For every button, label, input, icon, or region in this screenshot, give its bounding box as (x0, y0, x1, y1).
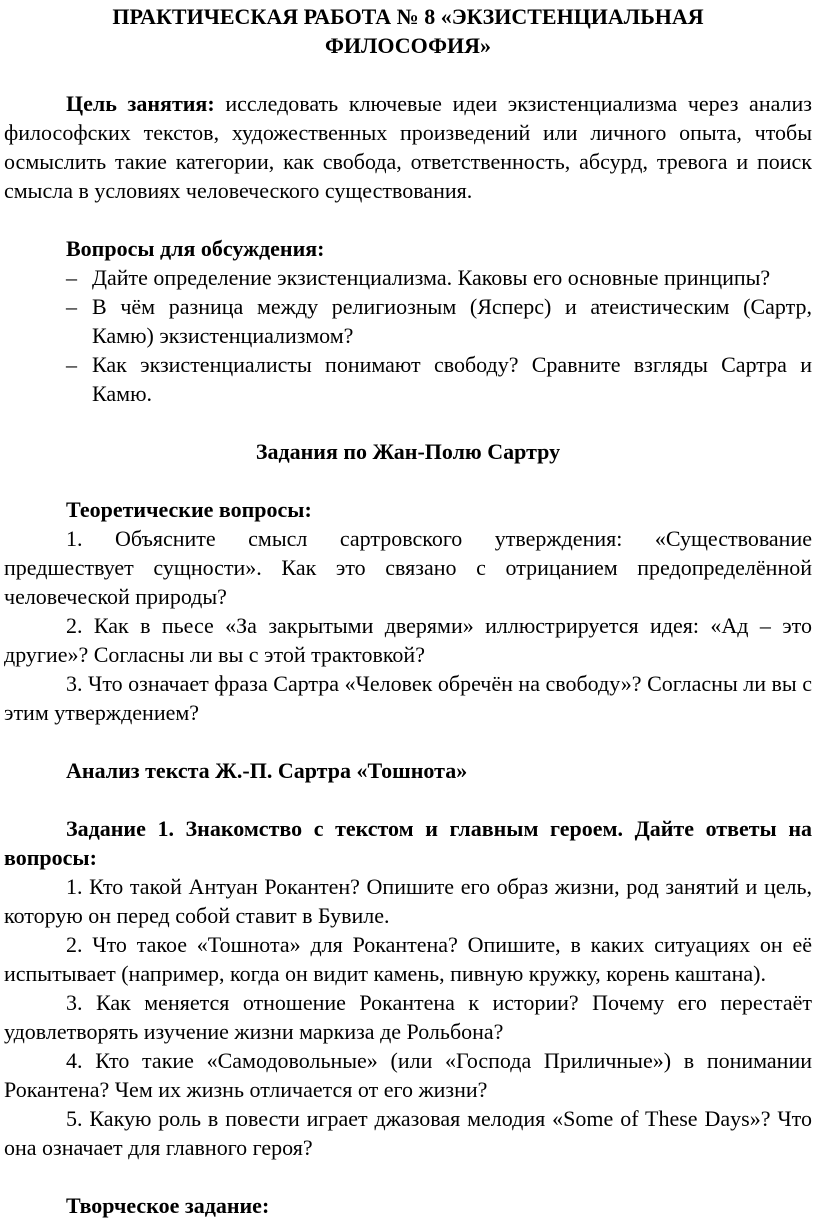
sartre-heading: Задания по Жан-Полю Сартру (255, 439, 561, 464)
discussion-list (4, 263, 812, 408)
goal-label: Цель занятия: (66, 91, 215, 116)
theory-item: 3. Что означает фраза Сартра «Человек обречён на свободу»? Согласны ли вы с этим утверждением? (4, 671, 812, 725)
goal-text: исследовать ключевые идеи экзистенциализма через анализ философских текстов, художественных произведений или личного опыта, чтобы осмыслить такие категории, как свобода, ответственность, абсурд, тревога и поиск смысла в условиях человеческого существования. (4, 91, 812, 203)
discussion-heading: Вопросы для обсуждения: (66, 236, 325, 261)
document-page (4, 0, 812, 1220)
list-item: – Дайте определение экзистенциализма. Каковы его основные принципы? (66, 265, 771, 290)
theory-heading: Теоретические вопросы: (66, 497, 312, 522)
dash-marker: – (66, 352, 77, 377)
theory-item: 1. Объясните смысл сартровского утверждения: «Существование предшествует сущности». Как это связано с отрицанием предопределённой человеческой природы? (4, 526, 812, 609)
list-item: – Как экзистенциалисты понимают свободу? Сравните взгляды Сартра и Камю. (66, 352, 812, 406)
task1-item: 2. Что такое «Тошнота» для Рокантена? Опишите, в каких ситуациях он её испытывает (например, когда он видит камень, пивную кружку, корень каштана). (4, 932, 812, 986)
task1-item: 3. Как меняется отношение Рокантена к истории? Почему его перестаёт удовлетворять изучение жизни маркиза де Рольбона? (4, 990, 812, 1044)
page-title: ПРАКТИЧЕСКАЯ РАБОТА № 8 «ЭКЗИСТЕНЦИАЛЬНАЯ ФИЛОСОФИЯ» (112, 4, 704, 58)
task1-item: 1. Кто такой Антуан Рокантен? Опишите его образ жизни, род занятий и цель, которую он перед собой ставит в Бувиле. (4, 874, 812, 928)
dash-marker: – (66, 294, 77, 319)
task1-heading: Задание 1. Знакомство с текстом и главным героем. Дайте ответы на вопросы: (4, 816, 812, 870)
dash-marker: – (66, 265, 77, 290)
goal-paragraph (4, 89, 812, 205)
list-item: – В чём разница между религиозным (Ясперс) и атеистическим (Сартр, Камю) экзистенциализмом? (66, 294, 812, 348)
task1-item: 4. Кто такие «Самодовольные» (или «Господа Приличные») в понимании Рокантена? Чем их жизнь отличается от его жизни? (4, 1048, 812, 1102)
creative-heading: Творческое задание: (66, 1193, 270, 1218)
theory-item: 2. Как в пьесе «За закрытыми дверями» иллюстрируется идея: «Ад – это другие»? Согласны ли вы с этой трактовкой? (4, 613, 812, 667)
task1-item: 5. Какую роль в повести играет джазовая мелодия «Some of These Days»? Что она означает для главного героя? (4, 1106, 812, 1160)
nausea-heading: Анализ текста Ж.-П. Сартра «Тошнота» (66, 758, 468, 783)
